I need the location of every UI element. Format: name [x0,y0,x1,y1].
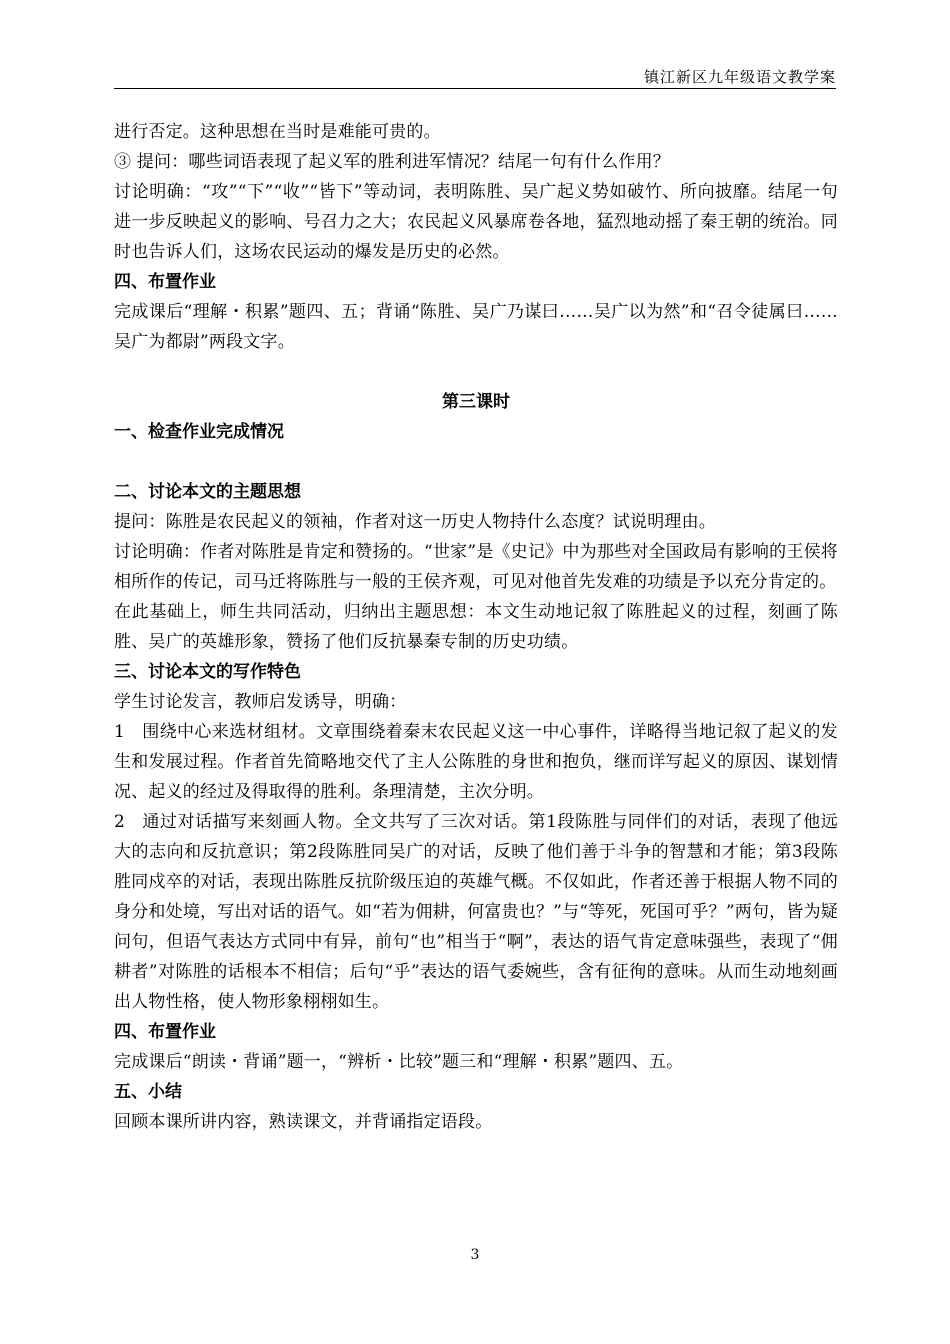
paragraph: 回顾本课所讲内容，熟读课文，并背诵指定语段。 [114,1112,493,1132]
section-heading: 四、布置作业 [114,1022,216,1042]
section-heading: 一、检查作业完成情况 [114,422,284,442]
section-heading: 二、讨论本文的主题思想 [114,482,301,502]
header-divider [114,88,836,89]
numbered-item [114,717,838,807]
section-heading: 四、布置作业 [114,272,216,292]
paragraph: 讨论明确：作者对陈胜是肯定和赞扬的。“世家”是《史记》中为那些对全国政局有影响的王侯将相所作的传记，司马迁将陈胜与一般的王侯齐观，可见对他首先发难的功绩是予以充分肯定的。 [114,542,838,592]
paragraph: 讨论明确：“攻”“下”“收”“皆下”等动词，表明陈胜、吴广起义势如破竹、所向披靡。结尾一句进一步反映起义的影响、号召力之大；农民起义风暴席卷各地，猛烈地动摇了秦王朝的统治。同时也告诉人们，这场农民运动的爆发是历史的必然。 [114,182,838,262]
section-heading: 五、小结 [114,1082,182,1102]
page-number: 3 [470,1247,480,1263]
paragraph: 进行否定。这种思想在当时是难能可贵的。 [114,122,441,142]
paragraph: ③ 提问：哪些词语表现了起义军的胜利进军情况？结尾一句有什么作用？ [114,152,671,172]
document-body [114,117,838,1137]
section-heading: 三、讨论本文的写作特色 [114,662,301,682]
item-text: 通过对话描写来刻画人物。全文共写了三次对话。第1段陈胜与同伴们的对话，表现了他远大的志向和反抗意识；第2段陈胜同吴广的对话，反映了他们善于斗争的智慧和才能；第3段陈胜同戍卒的对话，表现出陈胜反抗阶级压迫的英雄气概。不仅如此，作者还善于根据人物不同的身分和处境，写出对话的语气。如“若为佣耕，何富贵也？”与“等死，死国可乎？”两句，皆为疑问句，但语气表达方式同中有异，前句“也”相当于“啊”，表达的语气肯定意味强些，表现了“佣耕者”对陈胜的话根本不相信；后句“乎”表达的语气委婉些，含有征徇的意味。从而生动地刻画出人物性格，使人物形象栩栩如生。 [114,812,838,1012]
item-number: 2 [114,812,126,832]
paragraph: 提问：陈胜是农民起义的领袖，作者对这一历史人物持什么态度？试说明理由。 [114,512,716,532]
paragraph: 学生讨论发言，教师启发诱导，明确： [114,692,407,712]
item-text: 围绕中心来选材组材。文章围绕着秦末农民起义这一中心事件，详略得当地记叙了起义的发生和发展过程。作者首先简略地交代了主人公陈胜的身世和抱负，继而详写起义的原因、谋划情况、起义的经过及得取得的胜利。条理清楚，主次分明。 [114,722,838,802]
paragraph: 完成课后“朗读・背诵”题一，“辨析・比较”题三和“理解・积累”题四、五。 [114,1052,684,1072]
paragraph: 完成课后“理解・积累”题四、五；背诵“陈胜、吴广乃谋曰……吴广以为然”和“召令徒属曰……吴广为都尉”两段文字。 [114,302,838,352]
lesson-title: 第三课时 [442,392,510,412]
paragraph: 在此基础上，师生共同活动，归纳出主题思想：本文生动地记叙了陈胜起义的过程，刻画了陈胜、吴广的英雄形象，赞扬了他们反抗暴秦专制的历史功绩。 [114,602,838,652]
item-number: 1 [114,722,126,742]
numbered-item [114,807,838,1017]
page-header-title: 镇江新区九年级语文教学案 [643,68,836,86]
spacer [114,357,838,387]
spacer [114,447,838,477]
